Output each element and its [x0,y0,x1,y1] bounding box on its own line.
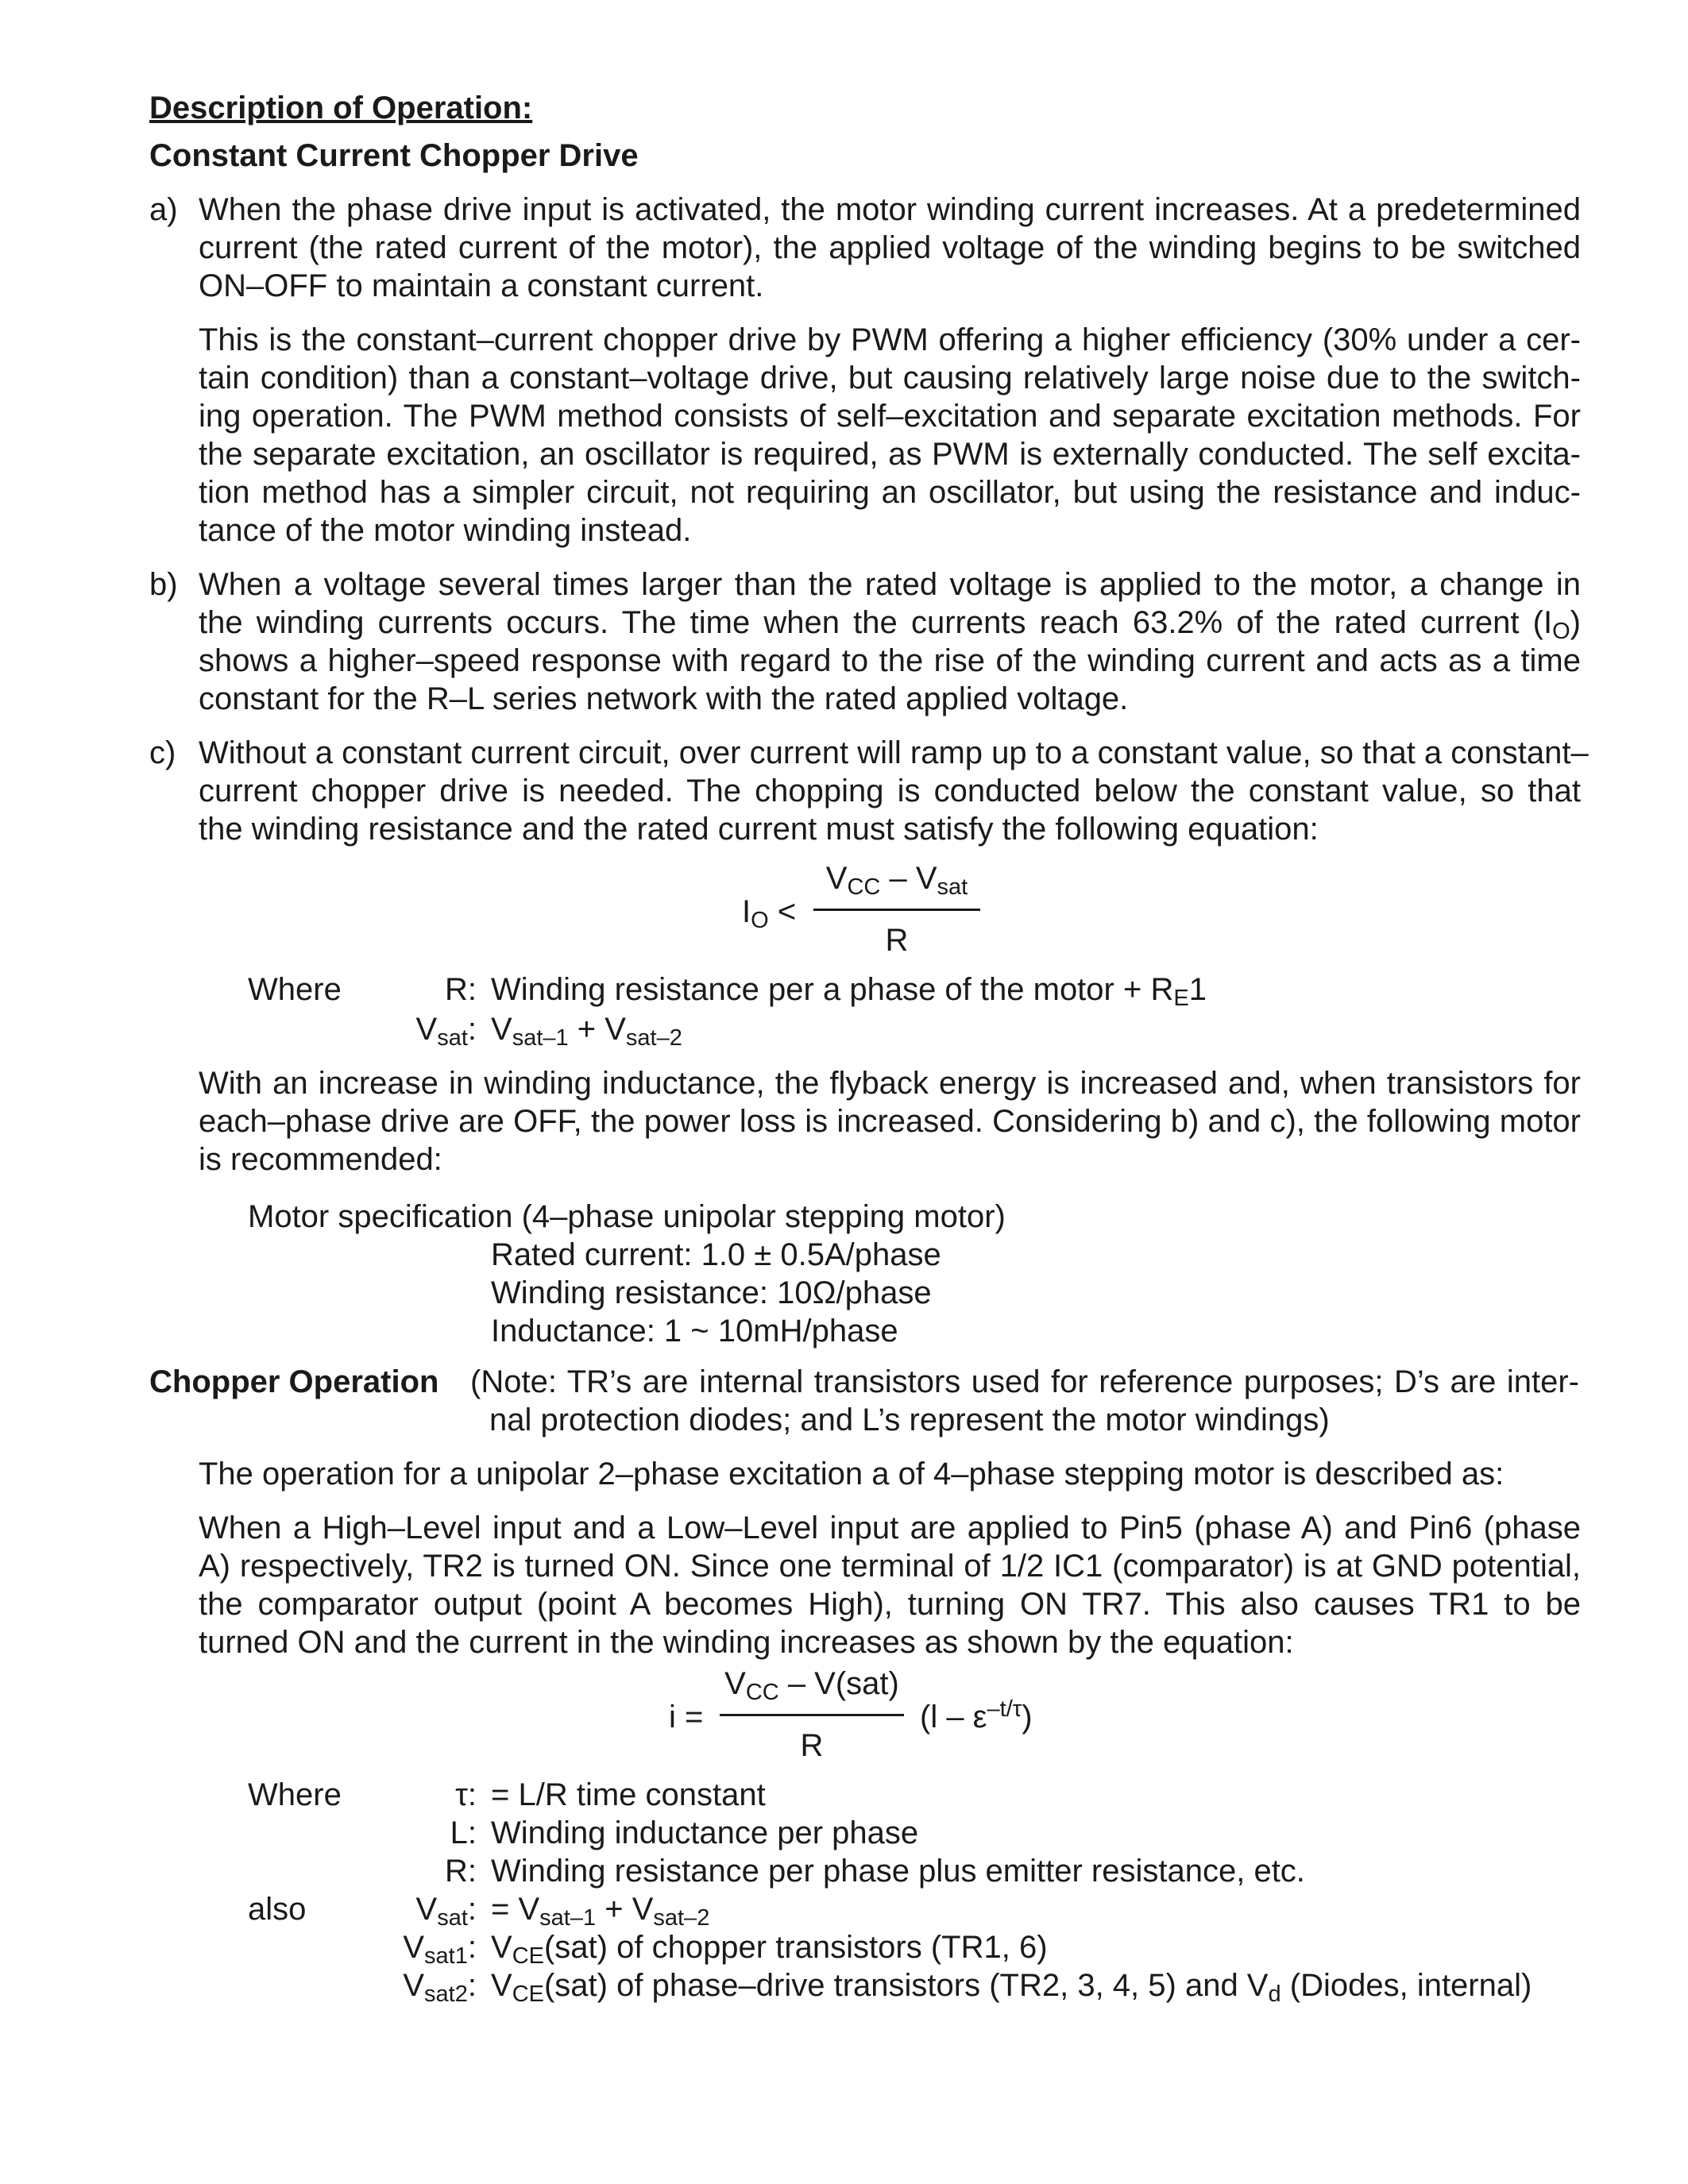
item-a-line-1: When the phase drive input is activated, the motor winding current increases. At a predetermined [199,192,1581,227]
eq1-lhs: $I_O$ < [742,894,797,933]
unipolar-line: The operation for a unipolar 2–phase excitation a of 4–phase stepping motor is described as: [199,1457,1505,1491]
where-2-vsat1-value: $V_{CE}(sat)$ of chopper transistors (TR1, 6) [491,1930,1048,1969]
eq2-denominator: R [800,1728,824,1763]
where-2-r-value: Winding resistance per phase plus emitter resistance, etc. [491,1854,1305,1889]
where-2-l-value: Winding inductance per phase [491,1815,919,1850]
item-b-label: b) [149,567,178,602]
pwm-line-2: tain condition) than a constant–voltage drive, but causing relatively large noise due to the switch- [199,361,1581,396]
item-b-line-3: shows a higher–speed response with regard to the rise of the winding current and acts as a time [199,643,1581,678]
item-b-line-2: the winding currents occurs. The time when the currents reach 63.2% of the rated current $(I_O)$ [199,605,1581,644]
item-a-paragraph [199,191,1581,305]
item-c-line-1: Without a constant current circuit, over current will ramp up to a constant value, so that a constant– [199,735,1589,770]
inductance-line-2: each–phase drive are OFF, the power loss is increased. Considering b) and c), the following motor [199,1104,1581,1139]
chopper-drive-heading: Constant Current Chopper Drive [149,138,639,173]
pwm-line-3: ing operation. The PWM method consists of self–excitation and separate excitation methods. For [199,399,1581,434]
item-a-label: a) [149,192,178,227]
pwm-paragraph [199,321,1581,550]
pwm-line-4: the separate excitation, an oscillator is required, as PWM is externally conducted. The self excita- [199,437,1581,472]
where-2-vsat-value: = $V_{sat-1} + V_{sat-2}$ [491,1892,710,1931]
where-2-vsat1-key: $V_{sat1}$: [403,1930,477,1969]
where-1-vsat-value: $V_{sat-1} + V_{sat-2}$ [491,1012,682,1051]
where-1-label: Where [248,972,342,1007]
item-c-label: c) [149,735,176,770]
high-level-line-2: A) respectively, TR2 is turned ON. Since one terminal of 1/2 IC1 (comparator) is at GND potential, [199,1549,1581,1584]
description-heading: Description of Operation: [149,91,533,125]
item-c-paragraph [199,734,1589,848]
high-level-paragraph [199,1509,1581,1661]
item-b-line-1: When a voltage several times larger than the rated voltage is applied to the motor, a change in [199,567,1581,602]
where-2-vsat-key: $V_{sat}$: [415,1892,477,1931]
motor-spec-inductance: Inductance: 1 ~ 10mH/phase [491,1314,898,1349]
high-level-line-1: When a High–Level input and a Low–Level input are applied to Pin5 (phase A) and Pin6 (phase [199,1511,1581,1545]
eq1-numerator: $V_{CC} - V_{sat}$ [825,861,968,900]
eq1-fraction-bar [813,909,980,911]
eq2-fraction-bar [720,1714,904,1716]
chopper-note-line-2: nal protection diodes; and L’s represent the motor windings) [489,1403,1330,1437]
high-level-line-4: turned ON and the current in the winding increases as shown by the equation: [199,1625,1294,1660]
where-2-r-key: R: [445,1854,477,1889]
pwm-line-6: tance of the motor winding instead. [199,513,692,548]
item-b-paragraph [199,565,1581,718]
chopper-operation-heading: Chopper Operation [149,1364,439,1399]
where-1-vsat-key: $V_{sat}$: [415,1012,477,1051]
unipolar-paragraph [199,1455,1504,1493]
where-2-vsat2-key: $V_{sat2}$: [403,1968,477,2007]
where-2-tau-key: τ: [455,1777,477,1812]
item-a-line-2: current (the rated current of the motor), the applied voltage of the winding begins to be switched [199,230,1581,265]
chopper-note-line-1: (Note: TR’s are internal transistors used for reference purposes; D’s are inter- [470,1364,1579,1399]
chopper-note [470,1363,1579,1439]
motor-spec-rated-current: Rated current: 1.0 ± 0.5A/phase [491,1237,941,1272]
where-2-label: Where [248,1777,342,1812]
item-b-line-4: constant for the R–L series network with the rated applied voltage. [199,681,1129,716]
eq2-numerator: $V_{CC} - V(sat)$ [724,1666,899,1705]
eq2-lhs: i = [669,1700,704,1734]
motor-spec-label: Motor specification (4–phase unipolar stepping motor) [248,1199,1006,1234]
inductance-paragraph [199,1064,1581,1179]
where-2-l-key: L: [450,1815,477,1850]
item-c-line-2: current chopper drive is needed. The chopping is conducted below the constant value, so that [199,774,1581,808]
motor-spec-winding-resistance: Winding resistance: 10Ω/phase [491,1275,932,1310]
where-2-vsat2-value: $V_{CE}(sat)$ of phase–drive transistors (TR2, 3, 4, 5) and $V_d$ (Diodes, internal) [491,1968,1532,2007]
eq2-factor: $(l - \varepsilon^{-t/\tau})$ [920,1696,1033,1734]
eq1-denominator: R [885,923,909,958]
high-level-line-3: the comparator output (point A becomes High), turning ON TR7. This also causes TR1 to be [199,1587,1581,1622]
pwm-line-5: tion method has a simpler circuit, not requiring an oscillator, but using the resistance and induc- [199,475,1581,510]
item-a-line-3: ON–OFF to maintain a constant current. [199,268,764,303]
inductance-line-3: is recommended: [199,1142,442,1177]
where-1-r-value: Winding resistance per a phase of the motor + $R_E1$ [491,972,1207,1011]
where-2-tau-value: = L/R time constant [491,1777,766,1812]
also-label: also [248,1892,307,1927]
inductance-line-1: With an increase in winding inductance, the flyback energy is increased and, when transistors for [199,1066,1581,1101]
pwm-line-1: This is the constant–current chopper drive by PWM offering a higher efficiency (30% under a cer- [199,322,1581,357]
where-1-r-key: R: [445,972,477,1007]
item-c-line-3: the winding resistance and the rated current must satisfy the following equation: [199,812,1319,847]
